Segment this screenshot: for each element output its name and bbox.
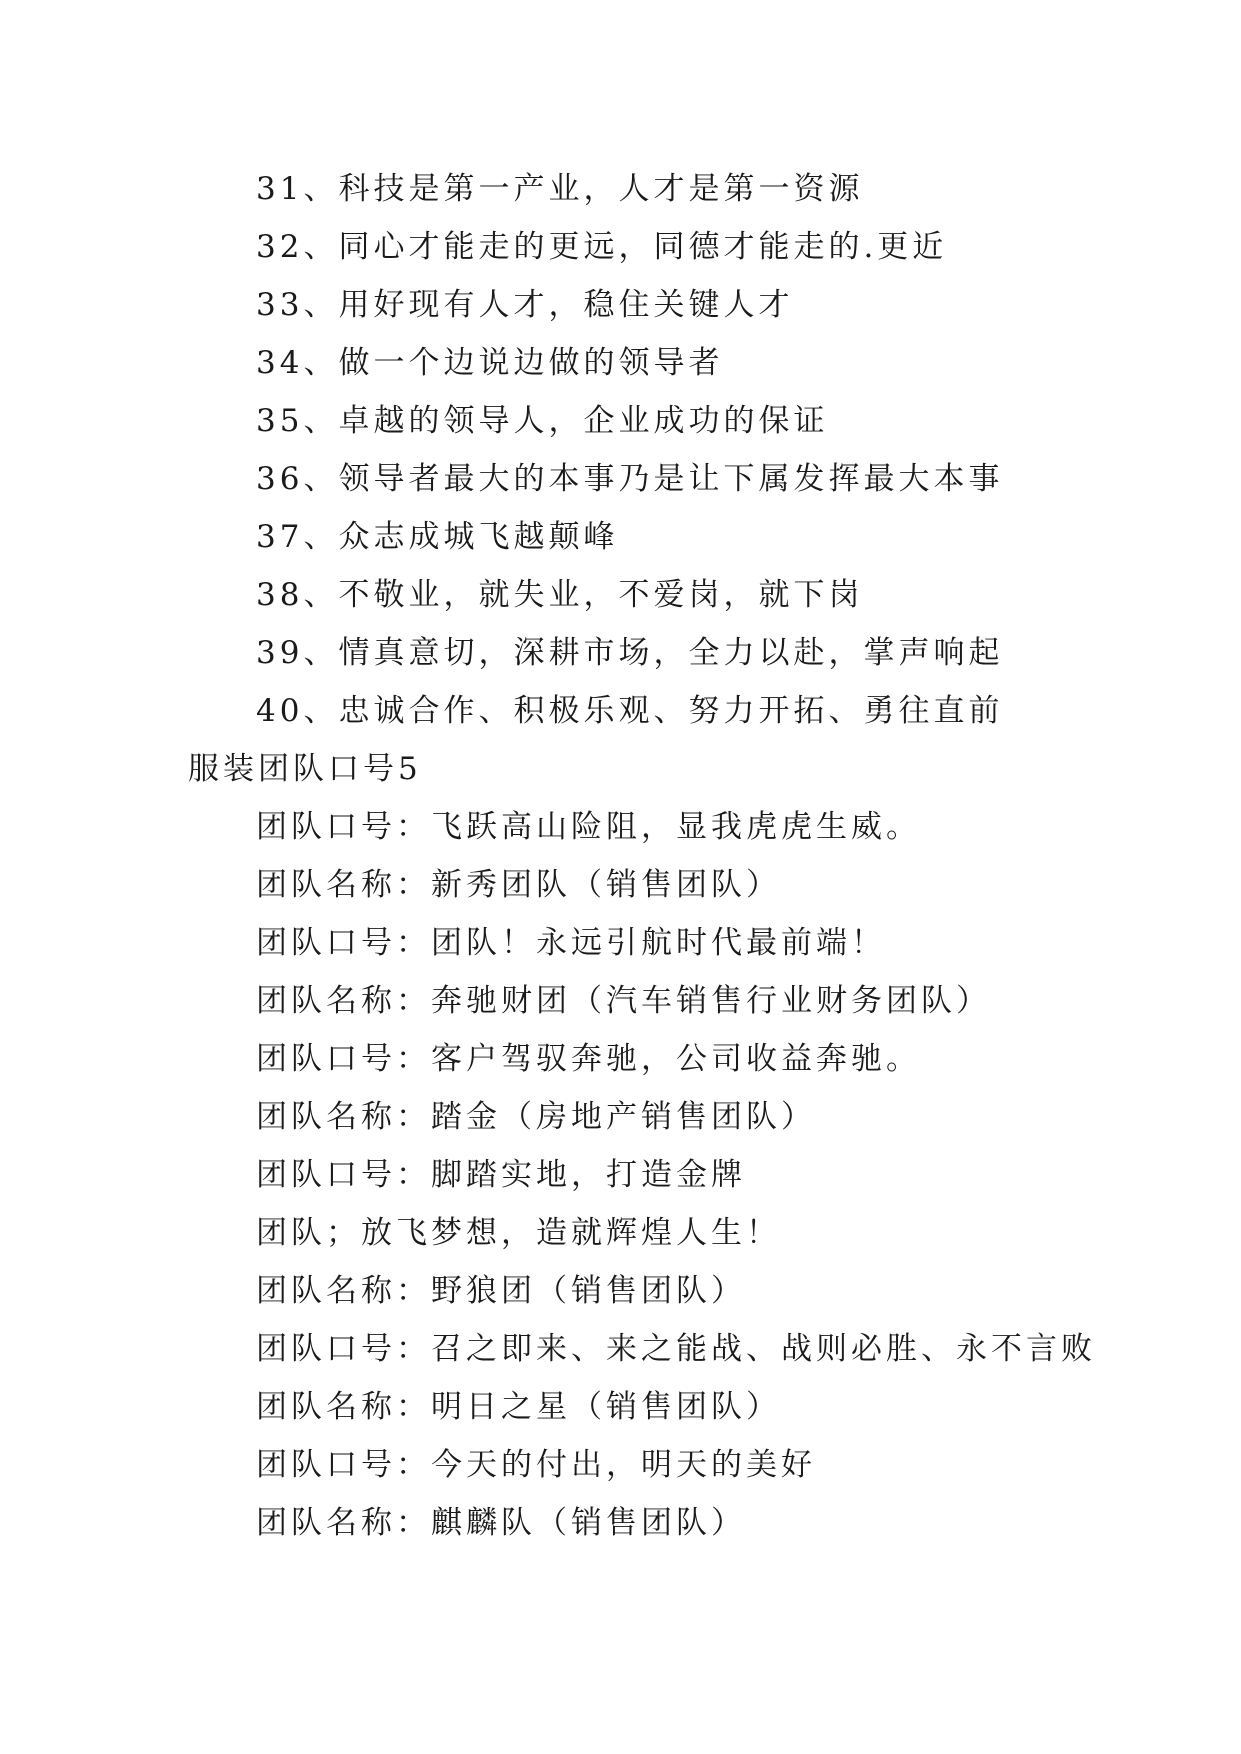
slogan-line-33: 33、用好现有人才，稳住关键人才 [256, 287, 794, 323]
slogan-line-40: 40、忠诚合作、积极乐观、努力开拓、勇往直前 [256, 693, 1004, 729]
team-line: 团队口号：脚踏实地，打造金牌 [256, 1157, 746, 1193]
slogan-line-36: 36、领导者最大的本事乃是让下属发挥最大本事 [256, 461, 1004, 497]
slogan-line-31: 31、科技是第一产业，人才是第一资源 [256, 171, 864, 207]
slogan-line-39: 39、情真意切，深耕市场，全力以赴，掌声响起 [256, 635, 1004, 671]
team-line: 团队口号：飞跃高山险阻，显我虎虎生威。 [256, 809, 921, 845]
team-line: 团队名称：麒麟队（销售团队） [256, 1505, 746, 1541]
slogan-line-34: 34、做一个边说边做的领导者 [256, 345, 724, 381]
team-line: 团队名称：明日之星（销售团队） [256, 1389, 781, 1425]
document-body [188, 160, 1096, 1552]
team-line: 团队口号：今天的付出，明天的美好 [256, 1447, 816, 1483]
slogan-line-37: 37、众志成城飞越颠峰 [256, 519, 619, 555]
team-line: 团队名称：踏金（房地产销售团队） [256, 1099, 816, 1135]
team-line: 团队口号：召之即来、来之能战、战则必胜、永不言败 [256, 1331, 1096, 1367]
slogan-line-35: 35、卓越的领导人，企业成功的保证 [256, 403, 829, 439]
team-line: 团队名称：奔驰财团（汽车销售行业财务团队） [256, 983, 991, 1019]
slogan-line-38: 38、不敬业，就失业，不爱岗，就下岗 [256, 577, 864, 613]
team-line: 团队口号：团队！永远引航时代最前端！ [256, 925, 886, 961]
team-line: 团队名称：野狼团（销售团队） [256, 1273, 746, 1309]
section-heading: 服装团队口号5 [188, 751, 422, 787]
team-line: 团队口号：客户驾驭奔驰，公司收益奔驰。 [256, 1041, 921, 1077]
team-line: 团队；放飞梦想，造就辉煌人生！ [256, 1215, 781, 1251]
slogan-line-32: 32、同心才能走的更远，同德才能走的.更近 [256, 229, 948, 265]
team-line: 团队名称：新秀团队（销售团队） [256, 867, 781, 903]
